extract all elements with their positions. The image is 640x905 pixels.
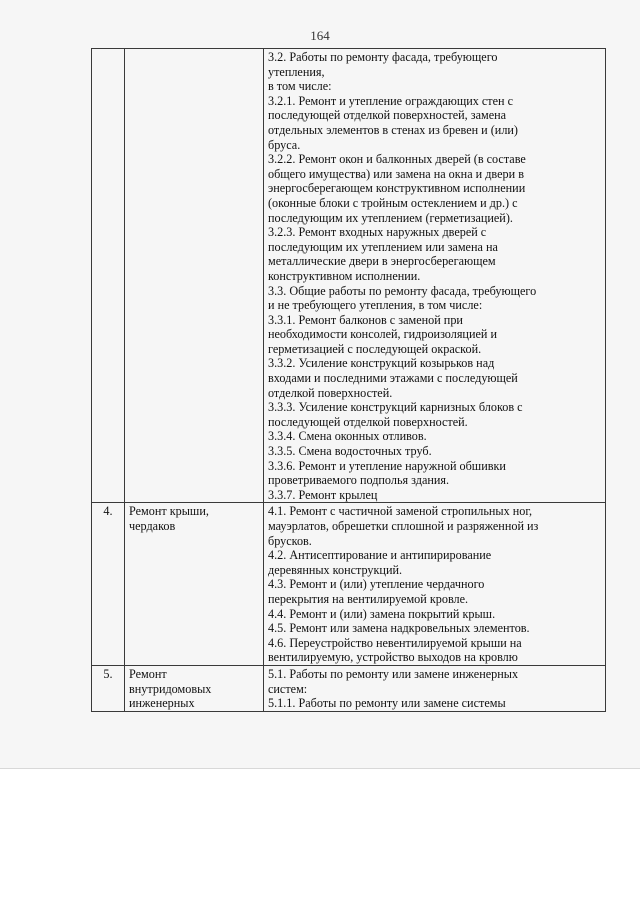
work-description-line: 3.3.3. Усиление конструкций карнизных блоков с <box>268 400 523 415</box>
works-table <box>91 48 606 712</box>
work-description-line: 4.2. Антисептирование и антипирирование <box>268 548 492 563</box>
work-description-line: последующим их утеплением или замена на <box>268 239 498 254</box>
work-description-cell <box>264 49 606 503</box>
work-description-line: 4.1. Ремонт с частичной заменой стропильных ног, <box>268 504 533 519</box>
work-description-line: 3.3.7. Ремонт крылец <box>268 487 378 502</box>
work-type-line: Ремонт крыши, <box>129 504 209 519</box>
work-description-line: (оконные блоки с тройным остеклением и др.) с <box>268 195 518 210</box>
work-description-line: общего имущества) или замена на окна и двери в <box>268 166 524 181</box>
work-description-line: проветриваемого подполья здания. <box>268 473 450 488</box>
work-description-line: 3.3.2. Усиление конструкций козырьков над <box>268 356 495 371</box>
work-description-line: 4.6. Переустройство невентилируемой крыши на <box>268 635 522 650</box>
work-description-line: 3.3. Общие работы по ремонту фасада, требующего <box>268 283 537 298</box>
table-row <box>92 49 606 503</box>
work-type-line: инженерных <box>129 696 195 711</box>
work-description-line: вентилируемую, устройство выходов на кровлю <box>268 650 518 665</box>
work-type-line: чердаков <box>129 519 176 533</box>
work-description-line: конструктивном исполнении. <box>268 268 421 283</box>
work-description-line: брусков. <box>268 533 312 548</box>
work-description-line: 3.3.4. Смена оконных отливов. <box>268 429 427 444</box>
work-description-line: отделкой поверхностей. <box>268 385 393 400</box>
work-description-line: последующей отделкой поверхностей. <box>268 414 468 429</box>
work-description-line: 3.3.1. Ремонт балконов с заменой при <box>268 312 463 327</box>
work-description-line: последующей отделкой поверхностей, замена <box>268 108 507 123</box>
row-number-cell <box>92 49 125 503</box>
work-description-cell <box>264 503 606 666</box>
work-description-line: 3.3.6. Ремонт и утепление наружной обшивки <box>268 458 506 473</box>
work-description-line: последующим их утеплением (герметизацией). <box>268 210 513 225</box>
work-description-line: 3.2.2. Ремонт окон и балконных дверей (в составе <box>268 152 526 167</box>
work-description-line: деревянных конструкций. <box>268 562 403 577</box>
work-description-line: перекрытия на вентилируемой кровле. <box>268 591 469 606</box>
table-row <box>92 503 606 666</box>
row-number-cell: 4. <box>92 503 125 666</box>
page-number: 164 <box>310 28 330 43</box>
work-description-line: утепления, <box>268 64 325 79</box>
work-description-line: необходимости консолей, гидроизоляцией и <box>268 327 497 342</box>
work-type-cell <box>125 503 264 666</box>
work-type-cell <box>125 49 264 503</box>
table-body <box>92 49 606 712</box>
work-description-line: 5.1.1. Работы по ремонту или замене системы <box>268 696 506 711</box>
work-description-line: 3.2. Работы по ремонту фасада, требующего <box>268 50 498 64</box>
work-description-line: 3.3.5. Смена водосточных труб. <box>268 444 432 459</box>
row-number-cell: 5. <box>92 665 125 711</box>
work-type-line: Ремонт <box>129 666 167 681</box>
work-description-line: в том числе: <box>268 79 332 94</box>
work-description-line: систем: <box>268 681 308 696</box>
work-description-line: 5.1. Работы по ремонту или замене инженерных <box>268 666 519 681</box>
work-type-cell <box>125 665 264 711</box>
work-type-line: внутридомовых <box>129 681 212 696</box>
work-description-line: бруса. <box>268 137 301 152</box>
table-row <box>92 665 606 711</box>
work-description-line: входами и последними этажами с последующей <box>268 371 518 386</box>
work-description-line: 4.3. Ремонт и (или) утепление чердачного <box>268 577 485 592</box>
work-description-line: отдельных элементов в стенах из бревен и (или) <box>268 122 518 137</box>
work-description-line: 3.2.3. Ремонт входных наружных дверей с <box>268 225 487 240</box>
work-description-cell <box>264 665 606 711</box>
work-description-line: металлические двери в энергосберегающем <box>268 254 496 269</box>
work-description-line: мауэрлатов, обрешетки сплошной и разряженной из <box>268 519 539 533</box>
work-description-line: 4.5. Ремонт или замена надкровельных элементов. <box>268 621 530 636</box>
work-description-line: герметизацией с последующей окраской. <box>268 341 482 356</box>
work-description-line: энергосберегающем конструктивном исполнении <box>268 181 526 196</box>
work-description-line: 4.4. Ремонт и (или) замена покрытий крыш. <box>268 606 496 621</box>
work-description-line: и не требующего утепления, в том числе: <box>268 298 483 313</box>
work-description-line: 3.2.1. Ремонт и утепление ограждающих стен с <box>268 93 514 108</box>
